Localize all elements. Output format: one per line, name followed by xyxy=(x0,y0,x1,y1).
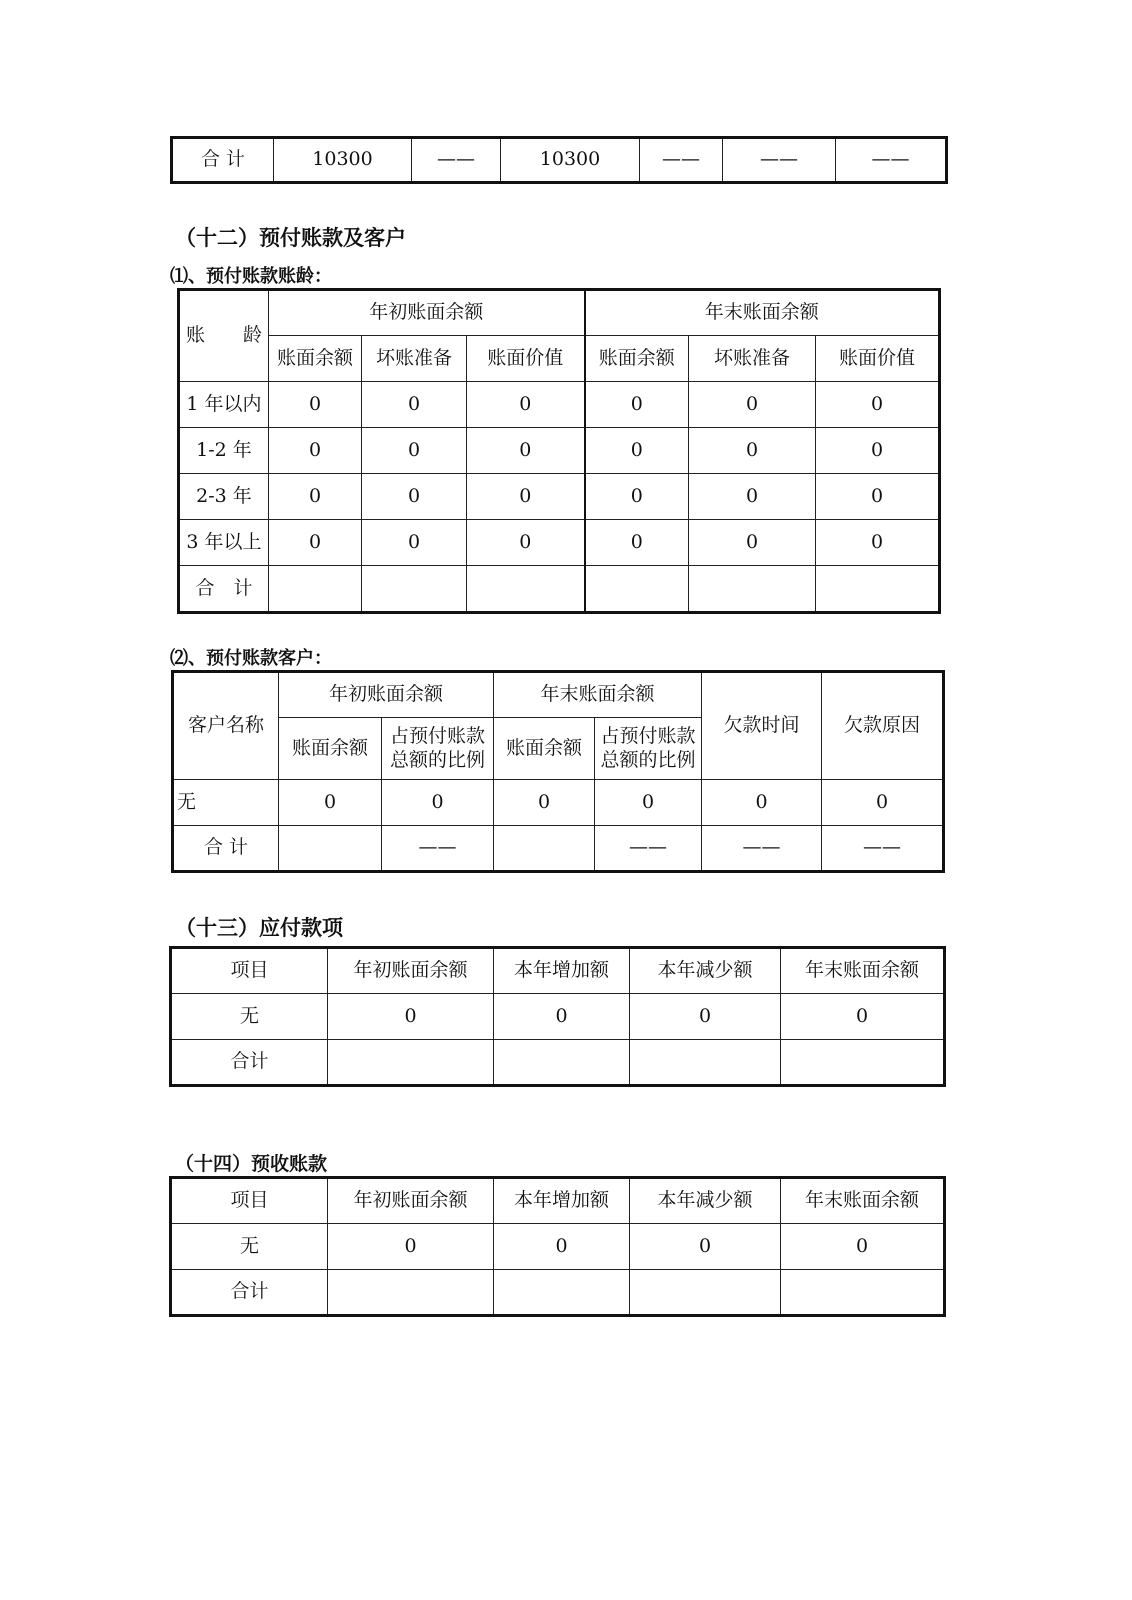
table-row xyxy=(173,780,944,826)
col-header: 坏账准备 xyxy=(362,336,467,382)
table-cell xyxy=(494,826,595,872)
table-cell: —— xyxy=(836,138,947,183)
col-header: 账面余额 xyxy=(279,718,382,780)
table-cell: —— xyxy=(412,138,501,183)
table-cell: 0 xyxy=(382,780,494,826)
table-row xyxy=(179,474,940,520)
table-cell xyxy=(362,566,467,613)
table-cell xyxy=(328,1270,494,1316)
table-cell: 0 xyxy=(269,520,362,566)
table-cell: —— xyxy=(702,826,822,872)
table-cell: 0 xyxy=(689,520,816,566)
col-header: 年末账面余额 xyxy=(781,948,945,994)
payables-table xyxy=(169,946,946,1087)
table-cell: 0 xyxy=(362,382,467,428)
table-cell: 0 xyxy=(467,382,585,428)
table-cell: 0 xyxy=(585,474,689,520)
table-cell: 0 xyxy=(816,474,940,520)
col-header: 账面余额 xyxy=(585,336,689,382)
col-header: 项目 xyxy=(171,1178,328,1224)
section-13-title: （十三）应付款项 xyxy=(175,916,343,940)
group-header-begin: 年初账面余额 xyxy=(269,290,585,336)
table-cell: 0 xyxy=(328,994,494,1040)
row-label: 无 xyxy=(171,1224,328,1270)
table-cell xyxy=(494,1270,630,1316)
table-cell xyxy=(630,1270,781,1316)
customers-subtitle: ⑵、预付账款客户： xyxy=(170,648,332,669)
table-cell: 0 xyxy=(585,428,689,474)
table-cell xyxy=(781,1270,945,1316)
col-header: 账面价值 xyxy=(467,336,585,382)
total-label-cell: 合 计 xyxy=(172,138,274,183)
table-cell xyxy=(816,566,940,613)
table-row xyxy=(179,428,940,474)
prepaid-aging-table xyxy=(177,288,941,614)
table-cell: 0 xyxy=(630,994,781,1040)
col-header-arrears-time: 欠款时间 xyxy=(702,672,822,780)
row-label: 1-2 年 xyxy=(179,428,269,474)
col-header: 坏账准备 xyxy=(689,336,816,382)
table-cell: —— xyxy=(595,826,702,872)
table-cell xyxy=(467,566,585,613)
top-total-table xyxy=(170,136,948,184)
table-cell: 0 xyxy=(816,382,940,428)
table-cell xyxy=(630,1040,781,1086)
table-row xyxy=(172,138,947,183)
table-cell: 0 xyxy=(816,428,940,474)
col-header: 本年减少额 xyxy=(630,948,781,994)
table-total-row xyxy=(173,826,944,872)
col-header: 账面余额 xyxy=(269,336,362,382)
table-cell: 0 xyxy=(269,474,362,520)
col-header: 账面价值 xyxy=(816,336,940,382)
col-header: 占预付账款总额的比例 xyxy=(382,718,494,780)
table-cell xyxy=(689,566,816,613)
table-cell: 10300 xyxy=(274,138,412,183)
group-header-end: 年末账面余额 xyxy=(494,672,702,718)
table-cell xyxy=(781,1040,945,1086)
table-cell xyxy=(279,826,382,872)
prepaid-customers-table xyxy=(171,670,945,873)
table-row xyxy=(179,520,940,566)
total-label: 合 计 xyxy=(179,566,269,613)
total-label: 合计 xyxy=(171,1270,328,1316)
table-row xyxy=(171,1224,945,1270)
table-cell: 0 xyxy=(467,520,585,566)
col-header: 本年增加额 xyxy=(494,948,630,994)
table-cell: 0 xyxy=(328,1224,494,1270)
col-header: 年末账面余额 xyxy=(781,1178,945,1224)
table-total-row xyxy=(171,1040,945,1086)
table-cell: —— xyxy=(382,826,494,872)
table-cell: 0 xyxy=(585,520,689,566)
table-cell: 0 xyxy=(467,428,585,474)
table-header-row xyxy=(171,948,945,994)
table-cell: 0 xyxy=(585,382,689,428)
table-cell: 0 xyxy=(781,1224,945,1270)
table-cell xyxy=(328,1040,494,1086)
col-header: 占预付账款总额的比例 xyxy=(595,718,702,780)
table-cell: 0 xyxy=(494,780,595,826)
row-label: 2-3 年 xyxy=(179,474,269,520)
table-cell xyxy=(269,566,362,613)
row-label: 3 年以上 xyxy=(179,520,269,566)
col-header: 账面余额 xyxy=(494,718,595,780)
table-cell: 0 xyxy=(467,474,585,520)
col-header: 本年减少额 xyxy=(630,1178,781,1224)
table-cell: 0 xyxy=(822,780,944,826)
table-cell: 0 xyxy=(494,994,630,1040)
table-cell: 0 xyxy=(362,520,467,566)
table-total-row xyxy=(171,1270,945,1316)
table-cell: 0 xyxy=(702,780,822,826)
table-cell xyxy=(494,1040,630,1086)
table-cell: 10300 xyxy=(501,138,640,183)
table-cell xyxy=(585,566,689,613)
table-header-row xyxy=(173,672,944,718)
aging-subtitle: ⑴、预付账款账龄： xyxy=(170,266,332,287)
table-cell: 0 xyxy=(689,474,816,520)
table-cell: 0 xyxy=(269,428,362,474)
row-label: 无 xyxy=(171,994,328,1040)
table-cell: 0 xyxy=(362,474,467,520)
advance-receipts-table xyxy=(169,1176,946,1317)
table-cell: 0 xyxy=(689,382,816,428)
table-header-row xyxy=(171,1178,945,1224)
table-cell: 0 xyxy=(630,1224,781,1270)
table-cell: 0 xyxy=(362,428,467,474)
section-12-title: （十二）预付账款及客户 xyxy=(175,226,406,250)
col-header: 年初账面余额 xyxy=(328,948,494,994)
col-header: 本年增加额 xyxy=(494,1178,630,1224)
table-header-row xyxy=(179,336,940,382)
table-cell: 0 xyxy=(595,780,702,826)
table-cell: 0 xyxy=(494,1224,630,1270)
row-label: 无 xyxy=(173,780,279,826)
table-total-row xyxy=(179,566,940,613)
row-label: 1 年以内 xyxy=(179,382,269,428)
col-header: 项目 xyxy=(171,948,328,994)
group-header-end: 年末账面余额 xyxy=(585,290,940,336)
table-cell: —— xyxy=(822,826,944,872)
table-cell: 0 xyxy=(279,780,382,826)
total-label: 合计 xyxy=(171,1040,328,1086)
table-row xyxy=(179,382,940,428)
col-header: 年初账面余额 xyxy=(328,1178,494,1224)
row-header-aging: 账 龄 xyxy=(179,290,269,382)
table-cell: 0 xyxy=(269,382,362,428)
row-header-customer: 客户名称 xyxy=(173,672,279,780)
table-cell: 0 xyxy=(816,520,940,566)
table-row xyxy=(171,994,945,1040)
table-cell: —— xyxy=(640,138,723,183)
table-header-row xyxy=(179,290,940,336)
table-cell: —— xyxy=(723,138,836,183)
total-label: 合 计 xyxy=(173,826,279,872)
group-header-begin: 年初账面余额 xyxy=(279,672,494,718)
table-cell: 0 xyxy=(781,994,945,1040)
table-cell: 0 xyxy=(689,428,816,474)
section-14-title: （十四）预收账款 xyxy=(175,1153,328,1175)
col-header-arrears-reason: 欠款原因 xyxy=(822,672,944,780)
